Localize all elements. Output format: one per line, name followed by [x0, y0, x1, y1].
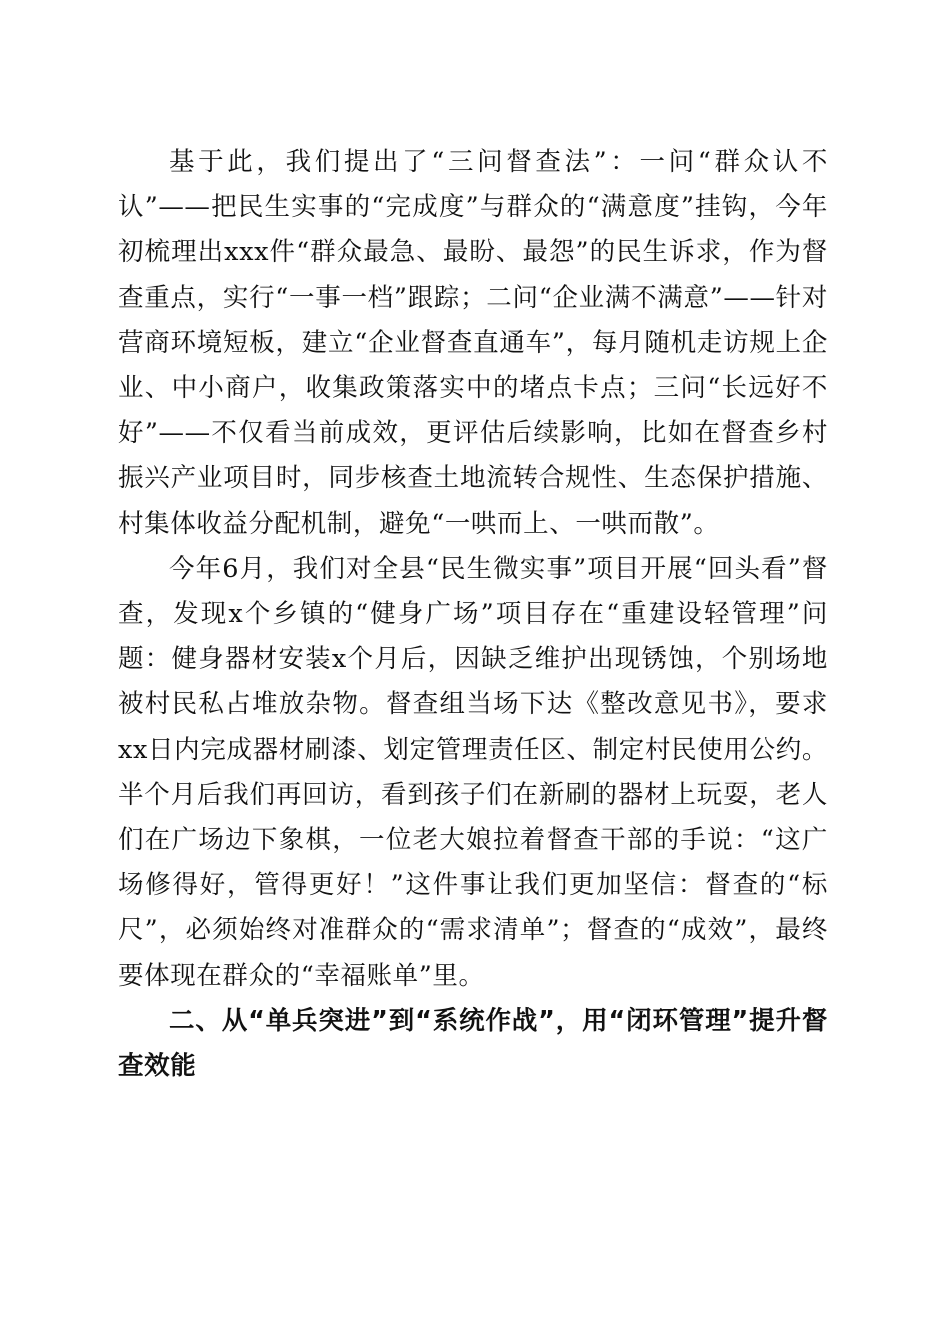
- document-body: [118, 140, 828, 1089]
- section-heading: 二、从“单兵突进”到“系统作战”，用“闭环管理”提升督查效能: [118, 1005, 828, 1082]
- paragraph-fitness-square-case: 今年6月，我们对全县“民生微实事”项目开展“回头看”督查，发现x个乡镇的“健身广场”项目存在“重建设轻管理”问题：健身器材安装x个月后，因缺乏维护出现锈蚀，个别场地被村民私占堆放杂物。督查组当场下达《整改意见书》，要求xx日内完成器材刷漆、划定管理责任区、制定村民使用公约。半个月后我们再回访，看到孩子们在新刷的器材上玩耍，老人们在广场边下象棋，一位老大娘拉着督查干部的手说：“这广场修得好，管得更好！”这件事让我们更加坚信：督查的“标尺”，必须始终对准群众的“需求清单”；督查的“成效”，最终要体现在群众的“幸福账单”里。: [118, 553, 828, 991]
- paragraph-three-questions: 基于此，我们提出了“三问督查法”：一问“群众认不认”——把民生实事的“完成度”与群众的“满意度”挂钩，今年初梳理出xxx件“群众最急、最盼、最怨”的民生诉求，作为督查重点，实行“一事一档”跟踪；二问“企业满不满意”——针对营商环境短板，建立“企业督查直通车”，每月随机走访规上企业、中小商户，收集政策落实中的堵点卡点；三问“长远好不好”——不仅看当前成效，更评估后续影响，比如在督查乡村振兴产业项目时，同步核查土地流转合规性、生态保护措施、村集体收益分配机制，避免“一哄而上、一哄而散”。: [118, 147, 828, 539]
